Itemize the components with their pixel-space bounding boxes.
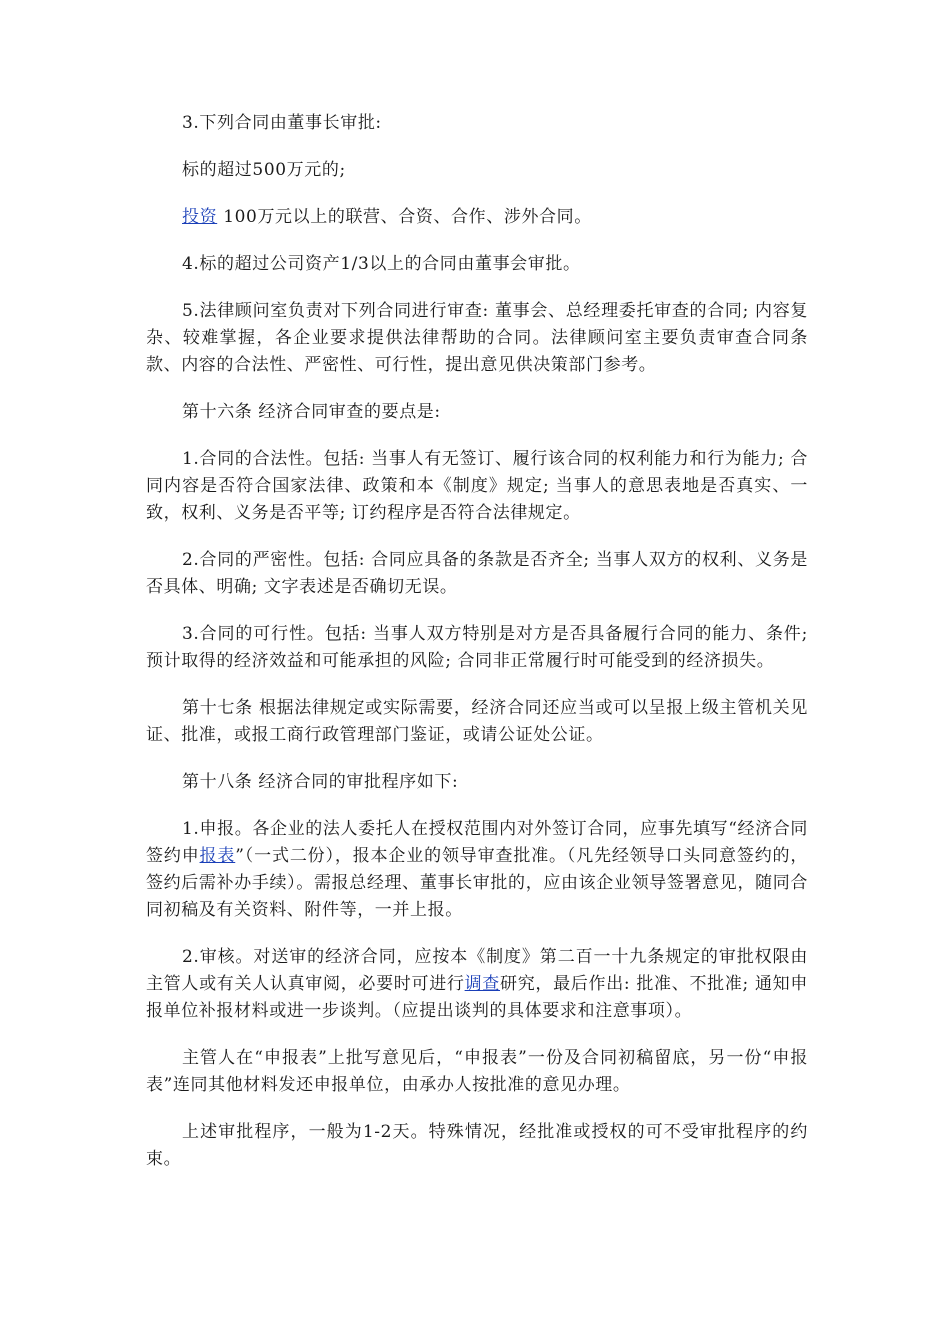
paragraph-text: ”（一式二份），报本企业的领导审查批准。（凡先经领导口头同意签约的，签约后需补办手续）。需报总经理、董事长审批的，应由该企业领导签署意见，随同合同初稿及有关资料、附件等，一并上报。 [146, 846, 808, 920]
document-paragraph [146, 621, 808, 675]
paragraph-text: 标的超过500万元的; [182, 160, 346, 180]
document-paragraph [146, 695, 808, 749]
paragraph-text: 1.合同的合法性。包括: 当事人有无签订、履行该合同的权利能力和行为能力; 合同内容是否符合国家法律、政策和本《制度》规定; 当事人的意思表地是否真实、一致，权利、义务是否平等; 订约程序是否符合法律规定。 [146, 449, 808, 523]
hyperlink[interactable]: 报表 [199, 846, 236, 866]
hyperlink[interactable]: 调查 [464, 974, 501, 994]
document-paragraph [146, 547, 808, 601]
paragraph-text: 1.申报。各企业的法人委托人在授权范围内对外签订合同，应事先填写“经济合同签约申 [146, 819, 808, 866]
document-paragraph [146, 944, 808, 1025]
paragraph-text: 4.标的超过公司资产1/3以上的合同由董事会审批。 [182, 254, 581, 274]
document-paragraph [146, 1045, 808, 1099]
document-paragraph [146, 816, 808, 924]
document-paragraph [146, 1119, 808, 1173]
paragraph-text: 5.法律顾问室负责对下列合同进行审查: 董事会、总经理委托审查的合同; 内容复杂、较难掌握，各企业要求提供法律帮助的合同。法律顾问室主要负责审查合同条款、内容的合法性、严密性、可行性，提出意见供决策部门参考。 [146, 301, 808, 375]
paragraph-text: 2.合同的严密性。包括: 合同应具备的条款是否齐全; 当事人双方的权利、义务是否具体、明确; 文字表述是否确切无误。 [146, 550, 808, 597]
document-paragraph [146, 251, 808, 278]
paragraph-text: 3.合同的可行性。包括: 当事人双方特别是对方是否具备履行合同的能力、条件; 预计取得的经济效益和可能承担的风险; 合同非正常履行时可能受到的经济损失。 [146, 624, 808, 671]
paragraph-text: 研究，最后作出: 批准、不批准; 通知申报单位补报材料或进一步谈判。（应提出谈判的具体要求和注意事项）。 [146, 974, 808, 1021]
paragraph-text: 3.下列合同由董事长审批: [182, 113, 382, 133]
paragraph-text: 主管人在“申报表”上批写意见后，“申报表”一份及合同初稿留底，另一份“申报表”连同其他材料发还申报单位，由承办人按批准的意见办理。 [146, 1048, 808, 1095]
paragraph-text: 100万元以上的联营、合资、合作、涉外合同。 [217, 207, 592, 227]
paragraph-text: 第十六条 经济合同审查的要点是: [182, 402, 441, 422]
document-paragraph [146, 769, 808, 796]
document-page [146, 110, 808, 1193]
paragraph-text: 第十八条 经济合同的审批程序如下: [182, 772, 459, 792]
paragraph-text: 2.审核。对送审的经济合同，应按本《制度》第二百一十九条规定的审批权限由主管人或有关人认真审阅，必要时可进行 [146, 947, 808, 994]
document-paragraph [146, 204, 808, 231]
document-paragraph [146, 157, 808, 184]
hyperlink[interactable]: 投资 [182, 207, 218, 227]
paragraph-text: 上述审批程序，一般为1-2天。特殊情况，经批准或授权的可不受审批程序的约束。 [146, 1122, 808, 1169]
paragraph-text: 第十七条 根据法律规定或实际需要，经济合同还应当或可以呈报上级主管机关见证、批准，或报工商行政管理部门鉴证，或请公证处公证。 [146, 698, 808, 745]
document-paragraph [146, 298, 808, 379]
document-paragraph [146, 399, 808, 426]
document-paragraph [146, 446, 808, 527]
document-paragraph [146, 110, 808, 137]
